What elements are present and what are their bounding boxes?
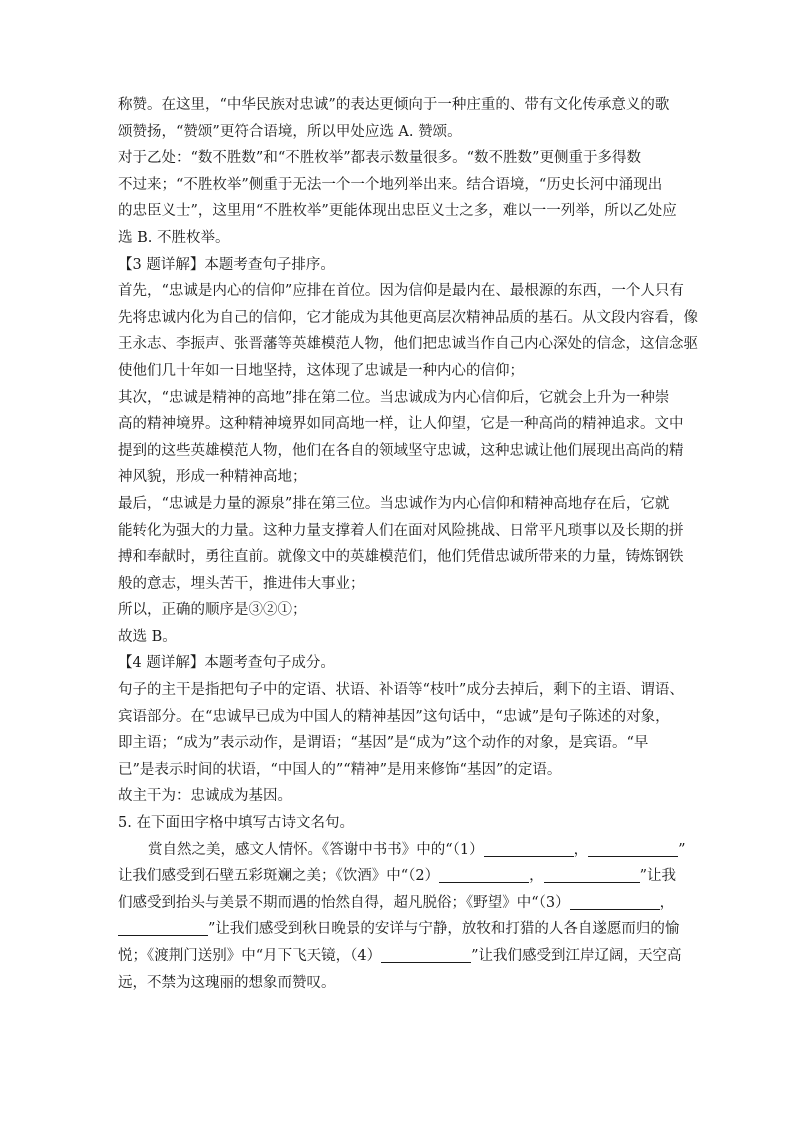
text-line: 故选 B。 bbox=[118, 628, 177, 645]
text-line: 【3 题详解】本题考查句子排序。 bbox=[118, 256, 335, 273]
text-line: 已”是表示时间的状语，“中国人的”“精神”是用来修饰“基因”的定语。 bbox=[118, 761, 562, 778]
poem-line-1 bbox=[118, 837, 686, 864]
text-line: 宾语部分。在“忠诚早已成为中国人的精神基因”这句话中，“忠诚”是句子陈述的对象， bbox=[118, 708, 670, 725]
text-line: 般的意志，埋头苦干，推进伟大事业； bbox=[118, 575, 365, 592]
text-line: 句子的主干是指把句子中的定语、状语、补语等“枝叶”成分去掉后，剩下的主语、谓语、 bbox=[118, 682, 684, 699]
text-line: 王永志、李振声、张晋藩等英雄模范人物，他们把忠诚当作自己内心深处的信念，这信念驱 bbox=[118, 336, 698, 353]
text-line: 最后，“忠诚是力量的源泉”排在第三位。当忠诚作为内心信仰和精神高地存在后，它就 bbox=[118, 495, 670, 512]
text-line: 即主语；“成为”表示动作，是谓语；“基因”是“成为”这个动作的对象，是宾语。“早 bbox=[118, 735, 649, 752]
poem-text: 让我们感受到石壁五彩斑斓之美；《饮酒》中“（2） bbox=[118, 868, 440, 885]
answer-explanation bbox=[118, 92, 698, 996]
answer-blank-3a[interactable] bbox=[570, 893, 660, 910]
text-line: 能转化为强大的力量。这种力量支撑着人们在面对风险挑战、日常平凡琐事以及长期的拼 bbox=[118, 522, 684, 539]
text-line: 使他们几十年如一日地坚持，这体现了忠诚是一种内心的信仰； bbox=[118, 362, 524, 379]
poem-text: ” bbox=[678, 841, 686, 858]
text-line: 故主干为：忠诚成为基因。 bbox=[118, 788, 292, 805]
answer-blank-1b[interactable] bbox=[588, 840, 678, 857]
text-line: 的忠臣义士”，这里用“不胜枚举”更能体现出忠臣义士之多，难以一一列举，所以乙处应 bbox=[118, 203, 677, 220]
text-line: 选 B. 不胜枚举。 bbox=[118, 229, 230, 246]
answer-blank-2a[interactable] bbox=[439, 866, 529, 883]
text-line: 【4 题详解】本题考查句子成分。 bbox=[118, 655, 335, 672]
explanation-text bbox=[118, 92, 698, 837]
text-line: 提到的这些英雄模范人物，他们在各自的领域坚守忠诚，这种忠诚让他们展现出高尚的精 bbox=[118, 442, 684, 459]
text-line: 先将忠诚内化为自己的信仰，它才能成为其他更高层次精神品质的基石。从文段内容看，像 bbox=[118, 309, 698, 326]
text-line: 对于乙处：“数不胜数”和“不胜枚举”都表示数量很多。“数不胜数”更侧重于多得数 bbox=[118, 150, 641, 167]
poem-text: 赏自然之美，感文人情怀。《答谢中书书》中的“（1） bbox=[148, 841, 484, 858]
poem-line-2 bbox=[118, 863, 678, 890]
poem-text: ， bbox=[529, 868, 544, 885]
poem-text: ， bbox=[659, 894, 675, 911]
text-line: 高的精神境界。这种精神境界如同高地一样，让人仰望，它是一种高尚的精神追求。文中 bbox=[118, 416, 684, 433]
text-line: 5. 在下面田字格中填写古诗文名句。 bbox=[118, 815, 354, 832]
poem-text: 们感受到抬头与美景不期而遇的怡然自得，超凡脱俗；《野望》中“（3） bbox=[118, 894, 570, 911]
poem-text: ， bbox=[573, 841, 589, 858]
poem-line-6: 远，不禁为这瑰丽的想象而赞叹。 bbox=[118, 974, 336, 991]
poem-line-3 bbox=[118, 890, 678, 917]
answer-blank-4[interactable] bbox=[381, 946, 471, 963]
text-line: 颂赞扬，“赞颂”更符合语境，所以甲处应选 A. 赞颂。 bbox=[118, 123, 462, 140]
poem-text: ”让我们感受到秋日晚景的安详与宁静，放牧和打猎的人各自遂愿而归的愉 bbox=[208, 921, 680, 938]
poem-line-5 bbox=[118, 943, 682, 970]
text-line: 不过来；“不胜枚举”侧重于无法一个一个地列举出来。结合语境，“历史长河中涌现出 bbox=[118, 176, 663, 193]
poem-line-4 bbox=[118, 916, 678, 943]
answer-blank-2b[interactable] bbox=[544, 866, 640, 883]
poem-text: ”让我们感受到江岸辽阔，天空高 bbox=[471, 948, 682, 964]
answer-blank-3b[interactable] bbox=[118, 919, 208, 936]
poem-text: ”让我 bbox=[639, 868, 677, 885]
poem-text: 悦；《渡荆门送别》中“月下飞天镜，（4） bbox=[118, 948, 382, 964]
text-line: 搏和奉献时，勇往直前。就像文中的英雄模范们，他们凭借忠诚所带来的力量，铸炼钢铁 bbox=[118, 549, 684, 566]
text-line: 其次，“忠诚是精神的高地”排在第二位。当忠诚成为内心信仰后，它就会上升为一种崇 bbox=[118, 389, 670, 406]
text-line: 称赞。在这里，“中华民族对忠诚”的表达更倾向于一种庄重的、带有文化传承意义的歌 bbox=[118, 97, 670, 113]
text-line: 所以，正确的顺序是③②①； bbox=[118, 602, 307, 619]
text-line: 神风貌，形成一种精神高地； bbox=[118, 469, 307, 486]
text-line: 首先，“忠诚是内心的信仰”应排在首位。因为信仰是最内在、最根源的东西，一个人只有 bbox=[118, 283, 684, 300]
answer-blank-1a[interactable] bbox=[484, 840, 574, 857]
